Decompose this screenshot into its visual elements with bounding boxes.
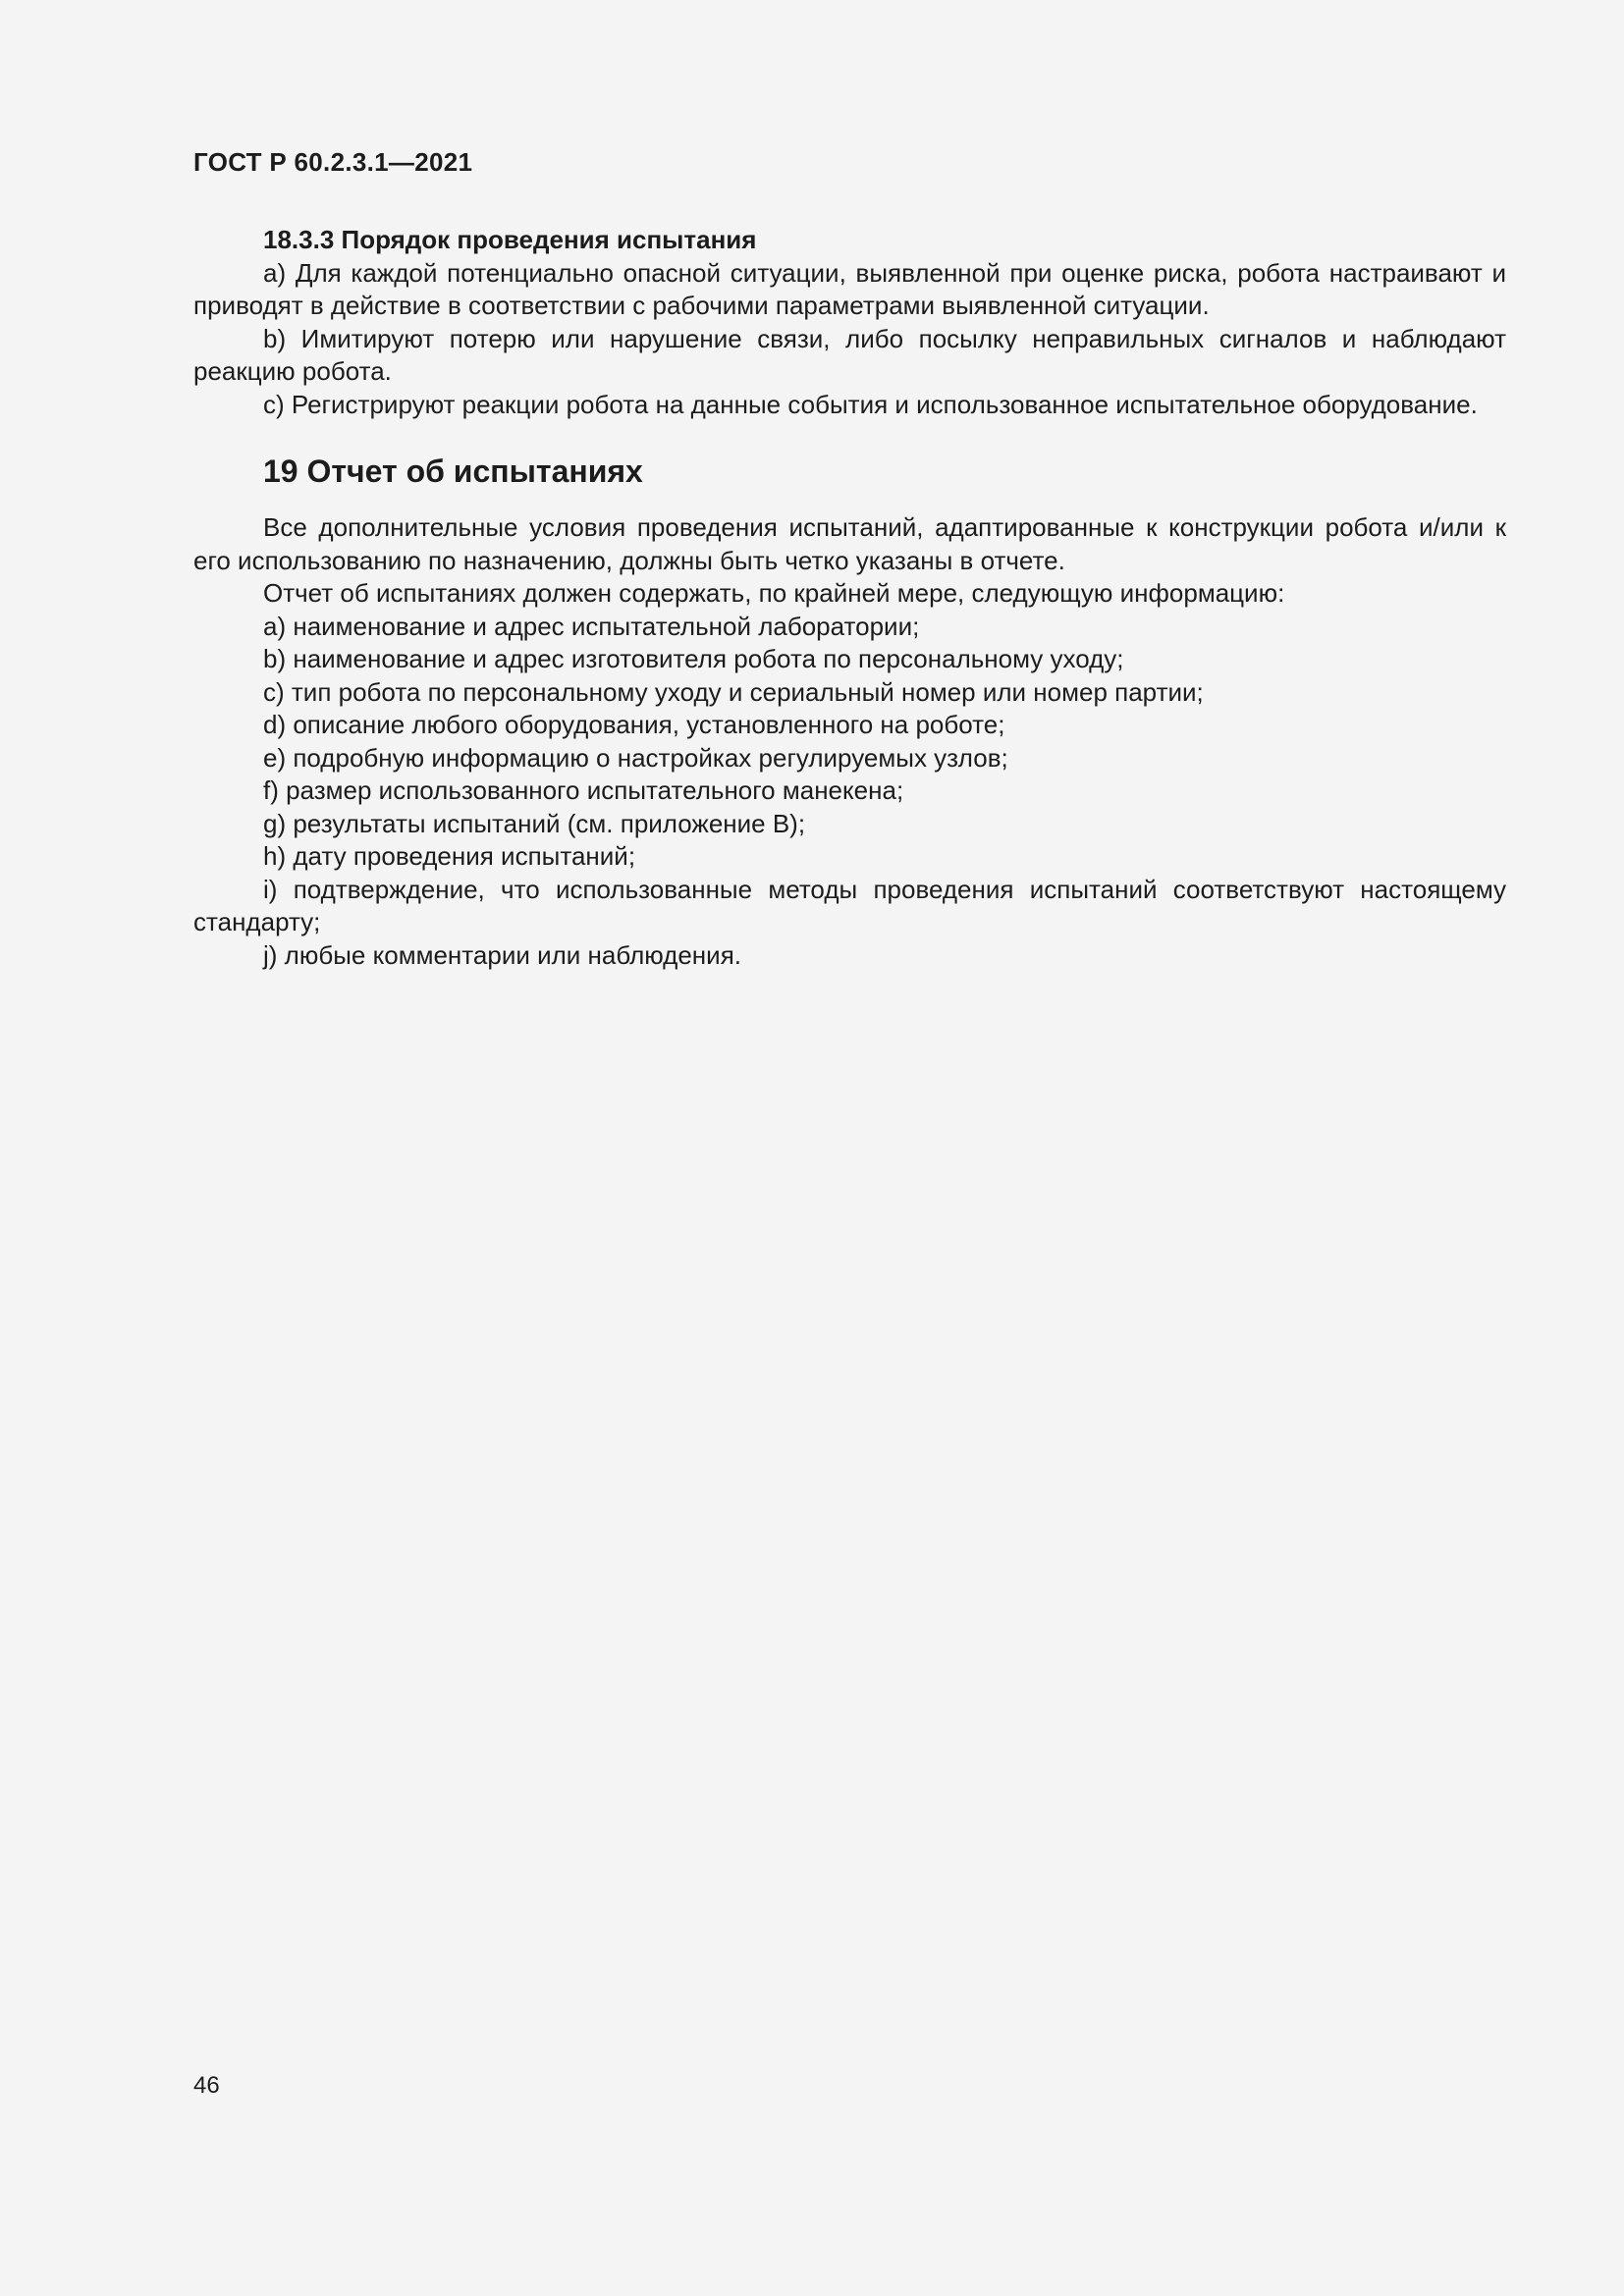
report-item-e: е) подробную информацию о настройках регулируемых узлов; — [263, 742, 1008, 773]
report-item-f: f) размер использованного испытательного манекена; — [263, 775, 904, 805]
page-content — [193, 224, 1506, 972]
procedure-item-c: с) Регистрируют реакции робота на данные события и использованное испытательное оборудование. — [263, 389, 1478, 419]
document-code: ГОСТ Р 60.2.3.1—2021 — [193, 147, 473, 177]
report-item-b: b) наименование и адрес изготовителя робота по персональному уходу; — [263, 644, 1124, 673]
report-item-a: а) наименование и адрес испытательной лаборатории; — [263, 611, 920, 641]
section-heading-19: 19 Отчет об испытаниях — [263, 454, 643, 489]
report-item-d: d) описание любого оборудования, установленного на роботе; — [263, 710, 1005, 739]
report-intro-paragraph: Все дополнительные условия проведения испытаний, адаптированные к конструкции робота и/или к его использованию по назначению, должны быть четко указаны в отчете. — [193, 512, 1506, 575]
report-item-g: g) результаты испытаний (см. приложение В); — [263, 808, 806, 838]
page-number: 46 — [193, 2072, 220, 2099]
report-item-h: h) дату проведения испытаний; — [263, 841, 636, 871]
report-item-i: i) подтверждение, что использованные методы проведения испытаний соответствуют настоящему стандарту; — [193, 874, 1506, 936]
report-item-c: с) тип робота по персональному уходу и сериальный номер или номер партии; — [263, 676, 1204, 707]
report-item-j: j) любые комментарии или наблюдения. — [263, 939, 741, 970]
procedure-item-a: а) Для каждой потенциально опасной ситуации, выявленной при оценке риска, робота настраивают и приводят в действие в соответствии с рабочими параметрами выявленной ситуации. — [193, 257, 1506, 320]
subsection-heading-18-3-3: 18.3.3 Порядок проведения испытания — [263, 225, 757, 254]
procedure-item-b: b) Имитируют потерю или нарушение связи, либо посылку неправильных сигналов и наблюдают реакцию робота. — [193, 323, 1506, 386]
report-list-intro: Отчет об испытаниях должен содержать, по крайней мере, следующую информацию: — [263, 578, 1285, 608]
